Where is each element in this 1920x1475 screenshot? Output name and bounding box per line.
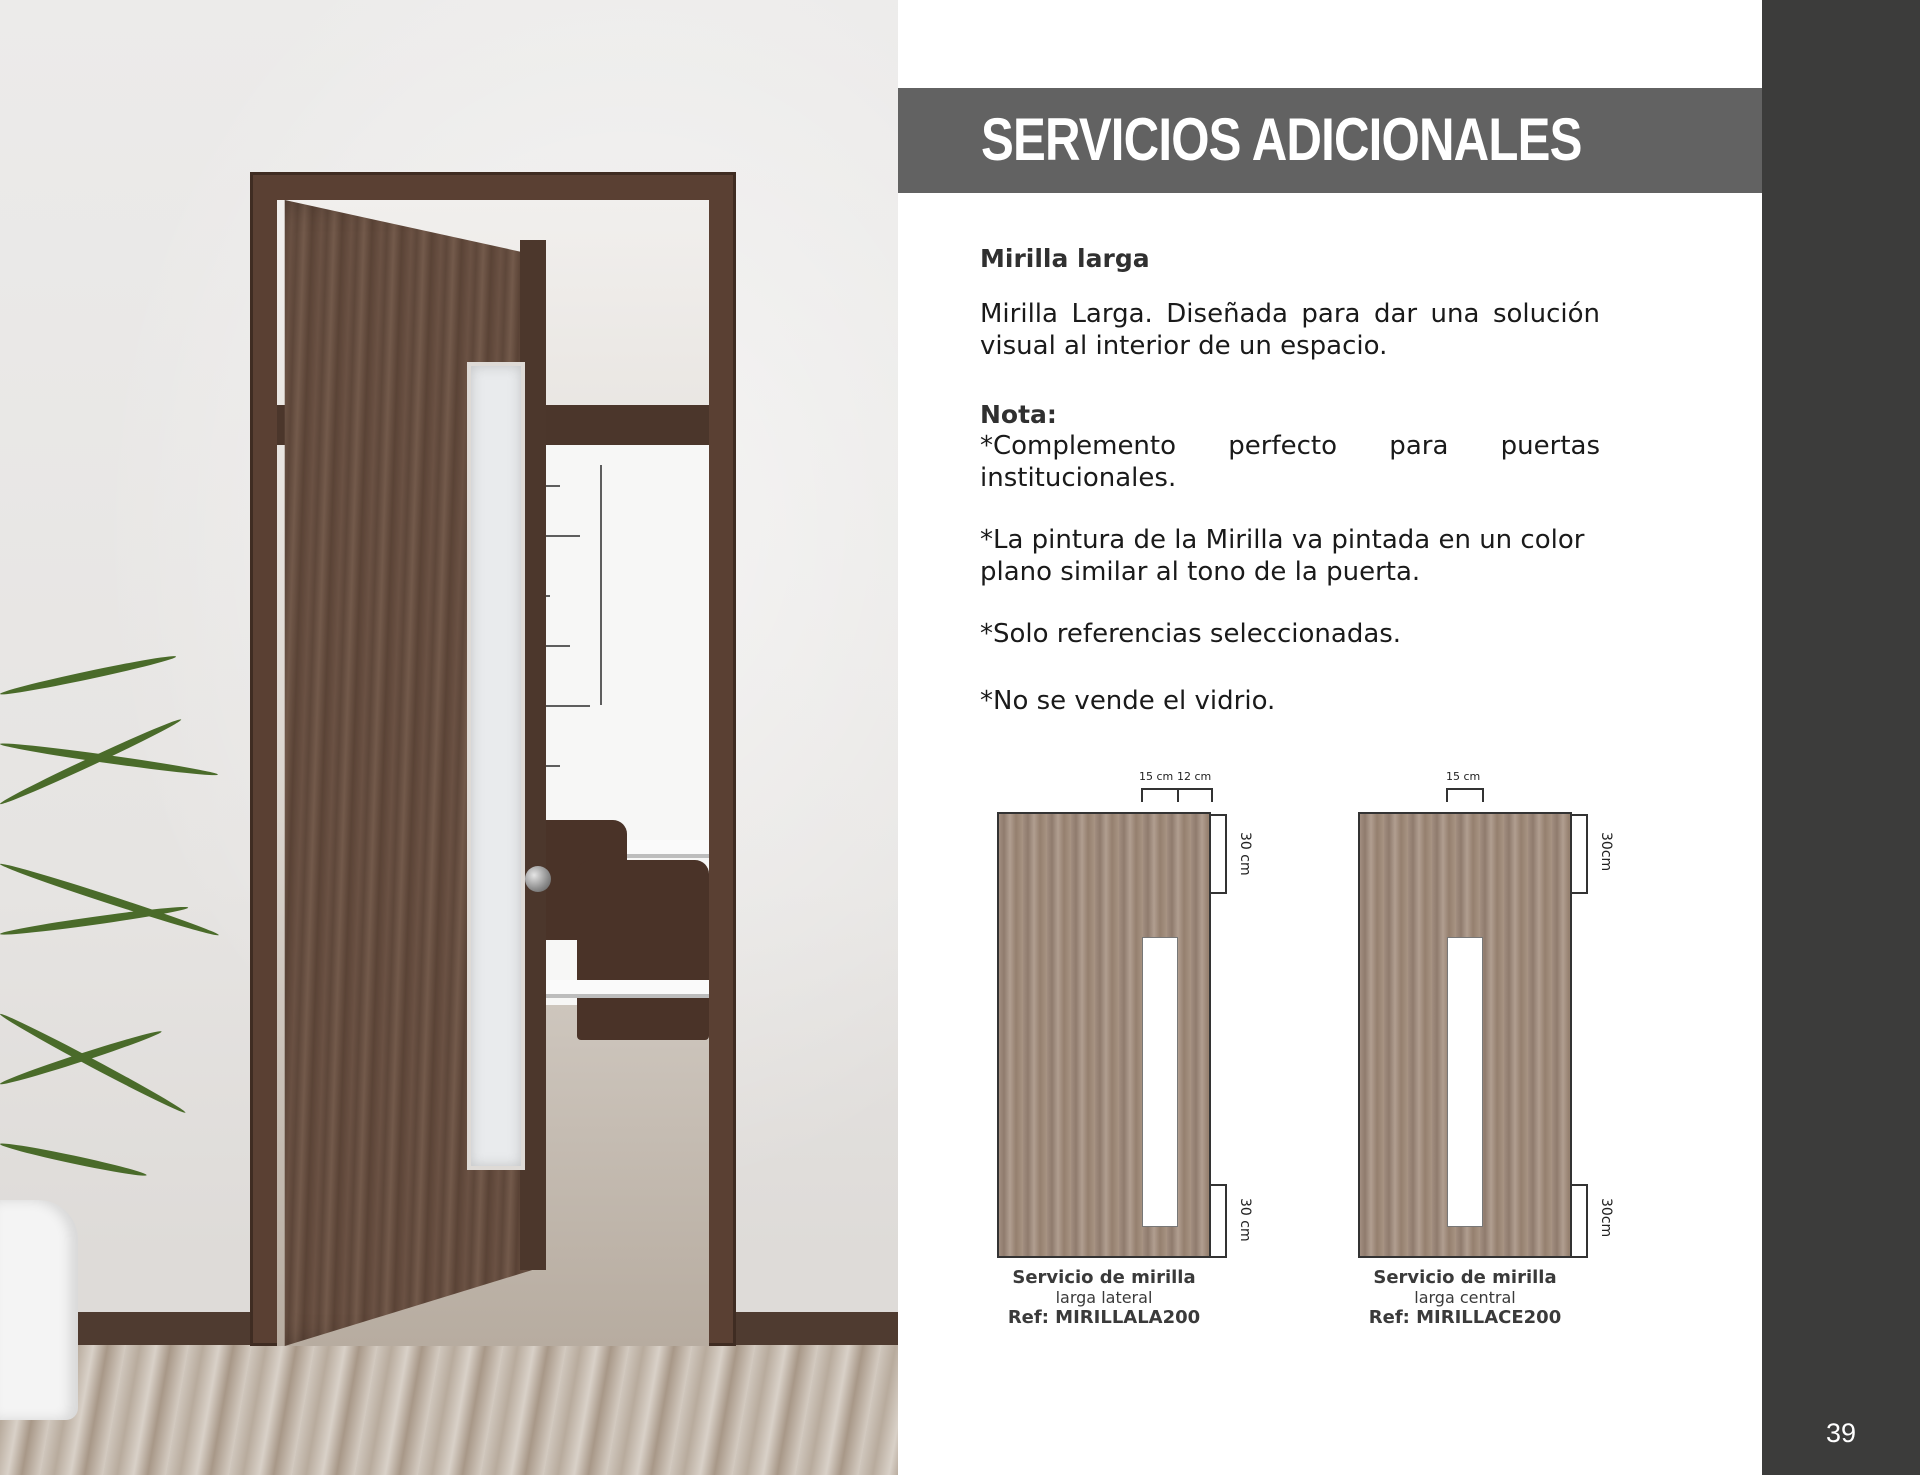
wood-floor	[0, 1345, 898, 1475]
note-item: *Complemento perfecto para puertas institucionales.	[980, 431, 1600, 493]
formula-bracket	[600, 465, 602, 705]
dim-side-label: 30cm	[1598, 1198, 1614, 1238]
nota-heading: Nota:	[980, 400, 1057, 429]
door-panel-wood	[1358, 812, 1572, 1258]
side-bar	[1762, 0, 1920, 1475]
caption-subtitle: larga lateral	[1055, 1288, 1153, 1307]
door-photo	[0, 0, 898, 1475]
door-knob	[525, 866, 551, 892]
mirilla-slot	[1447, 937, 1483, 1227]
caption-ref: Ref: MIRILLACE200	[1368, 1307, 1562, 1328]
note-item: *Solo referencias seleccionadas.	[980, 619, 1402, 649]
dim-bracket	[1572, 814, 1588, 894]
dim-bracket	[1446, 788, 1484, 802]
dim-side-label: 30 cm	[1237, 1198, 1253, 1242]
chair	[577, 860, 709, 1040]
dim-top-label: 15 cm	[1446, 770, 1481, 783]
dim-side-label: 30cm	[1598, 832, 1614, 872]
dim-bracket	[1211, 814, 1227, 894]
page-title: SERVICIOS ADICIONALES	[981, 106, 1582, 173]
section-subtitle: Mirilla larga	[980, 244, 1150, 273]
dim-top-label: 12 cm	[1177, 770, 1212, 783]
diagram-mirilla-lateral	[997, 770, 1297, 1330]
dim-bracket	[1177, 788, 1213, 802]
page-number: 39	[1825, 1418, 1857, 1448]
dim-bracket	[1141, 788, 1179, 802]
description-text: Mirilla Larga. Diseñada para dar una solución visual al interior de un espacio.	[980, 299, 1600, 361]
dim-bracket	[1572, 1184, 1588, 1258]
mirilla-slot	[1142, 937, 1178, 1227]
plant-pot	[0, 1200, 78, 1420]
caption-subtitle: larga central	[1414, 1288, 1516, 1307]
door-long-window	[467, 362, 525, 1170]
note-item: *La pintura de la Mirilla va pintada en un color plano similar al tono de la puerta.	[980, 525, 1585, 587]
door-panel-wood	[997, 812, 1211, 1258]
diagram-mirilla-central	[1358, 770, 1658, 1330]
dim-top-label: 15 cm	[1139, 770, 1174, 783]
caption-title: Servicio de mirilla	[1373, 1267, 1557, 1288]
caption-title: Servicio de mirilla	[1012, 1267, 1196, 1288]
note-item: *No se vende el vidrio.	[980, 686, 1276, 716]
caption-ref: Ref: MIRILLALA200	[1007, 1307, 1201, 1328]
dim-bracket	[1211, 1184, 1227, 1258]
dim-side-label: 30 cm	[1237, 832, 1253, 876]
